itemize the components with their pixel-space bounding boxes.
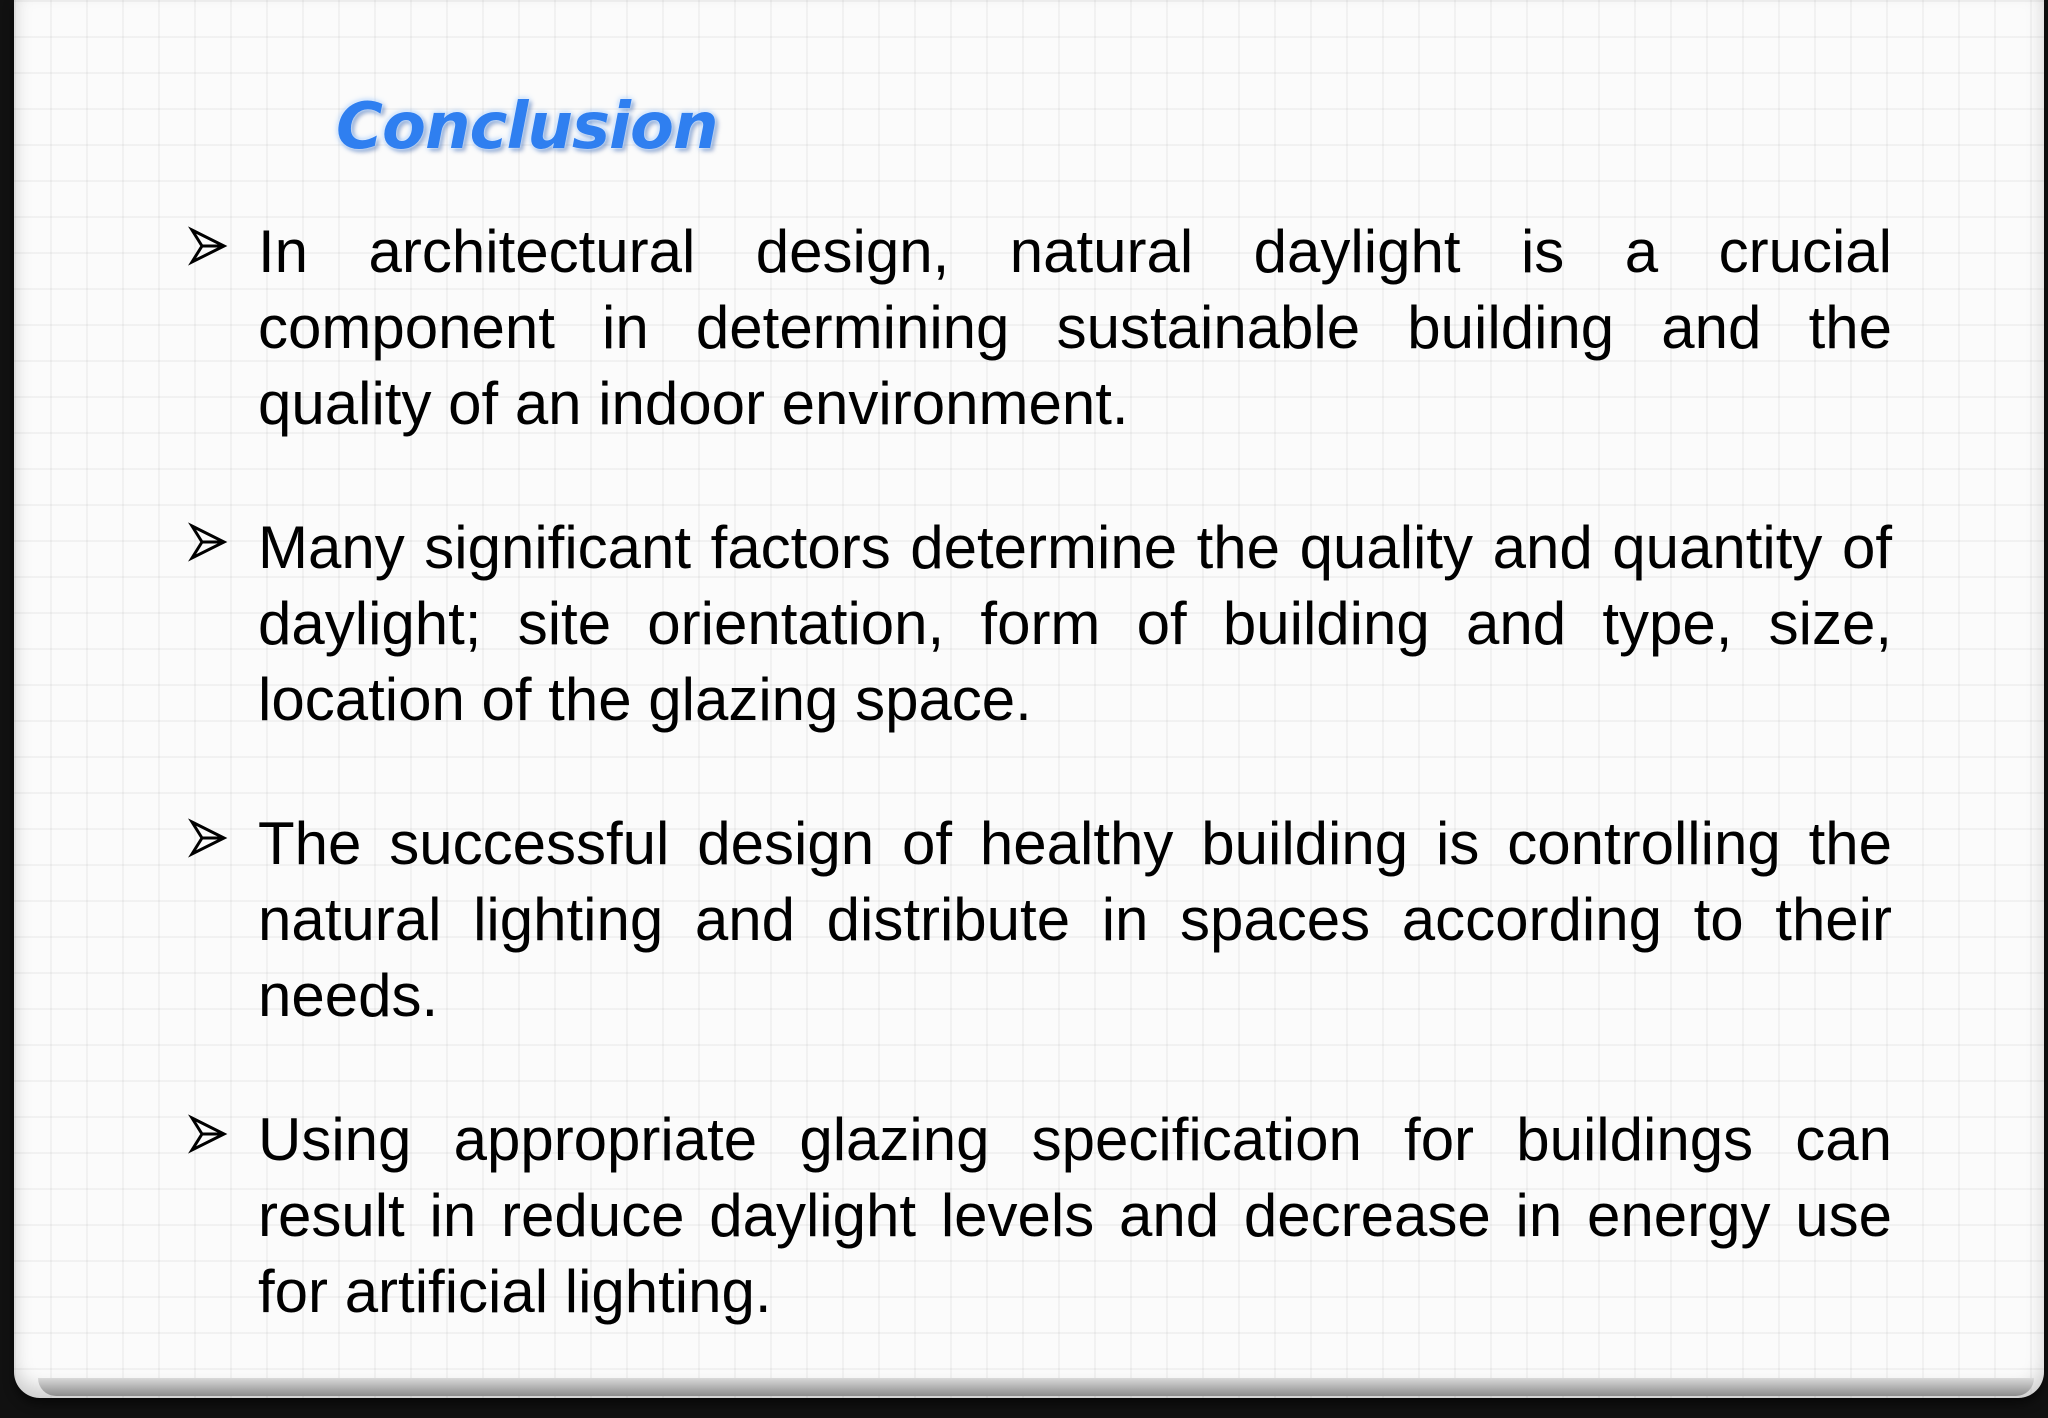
bullet-text: In architectural design, natural daylight is a crucial component in determining sustainable building and the quality of an indoor environment. bbox=[258, 218, 1892, 437]
bullet-item bbox=[184, 806, 1892, 1034]
arrowhead-bullet-icon bbox=[188, 226, 228, 266]
bullet-text: Many significant factors determine the quality and quantity of daylight; site orientation, form of building and type, size, location of the glazing space. bbox=[258, 514, 1892, 733]
arrowhead-bullet-icon bbox=[188, 522, 228, 562]
arrowhead-bullet-icon bbox=[188, 818, 228, 858]
bullet-text: The successful design of healthy building is controlling the natural lighting and distribute in spaces according to their needs. bbox=[258, 810, 1892, 1029]
bullet-item bbox=[184, 214, 1892, 442]
bullet-item bbox=[184, 510, 1892, 738]
arrowhead-bullet-icon bbox=[188, 1114, 228, 1154]
slide-title: Conclusion bbox=[336, 90, 718, 164]
slide-bottom-edge bbox=[38, 1378, 2034, 1396]
bullet-text: Using appropriate glazing specification for buildings can result in reduce daylight levels and decrease in energy use for artificial lighting. bbox=[258, 1106, 1892, 1325]
slide bbox=[14, 0, 2044, 1398]
bullet-item bbox=[184, 1102, 1892, 1330]
bullet-list bbox=[184, 214, 1892, 1398]
